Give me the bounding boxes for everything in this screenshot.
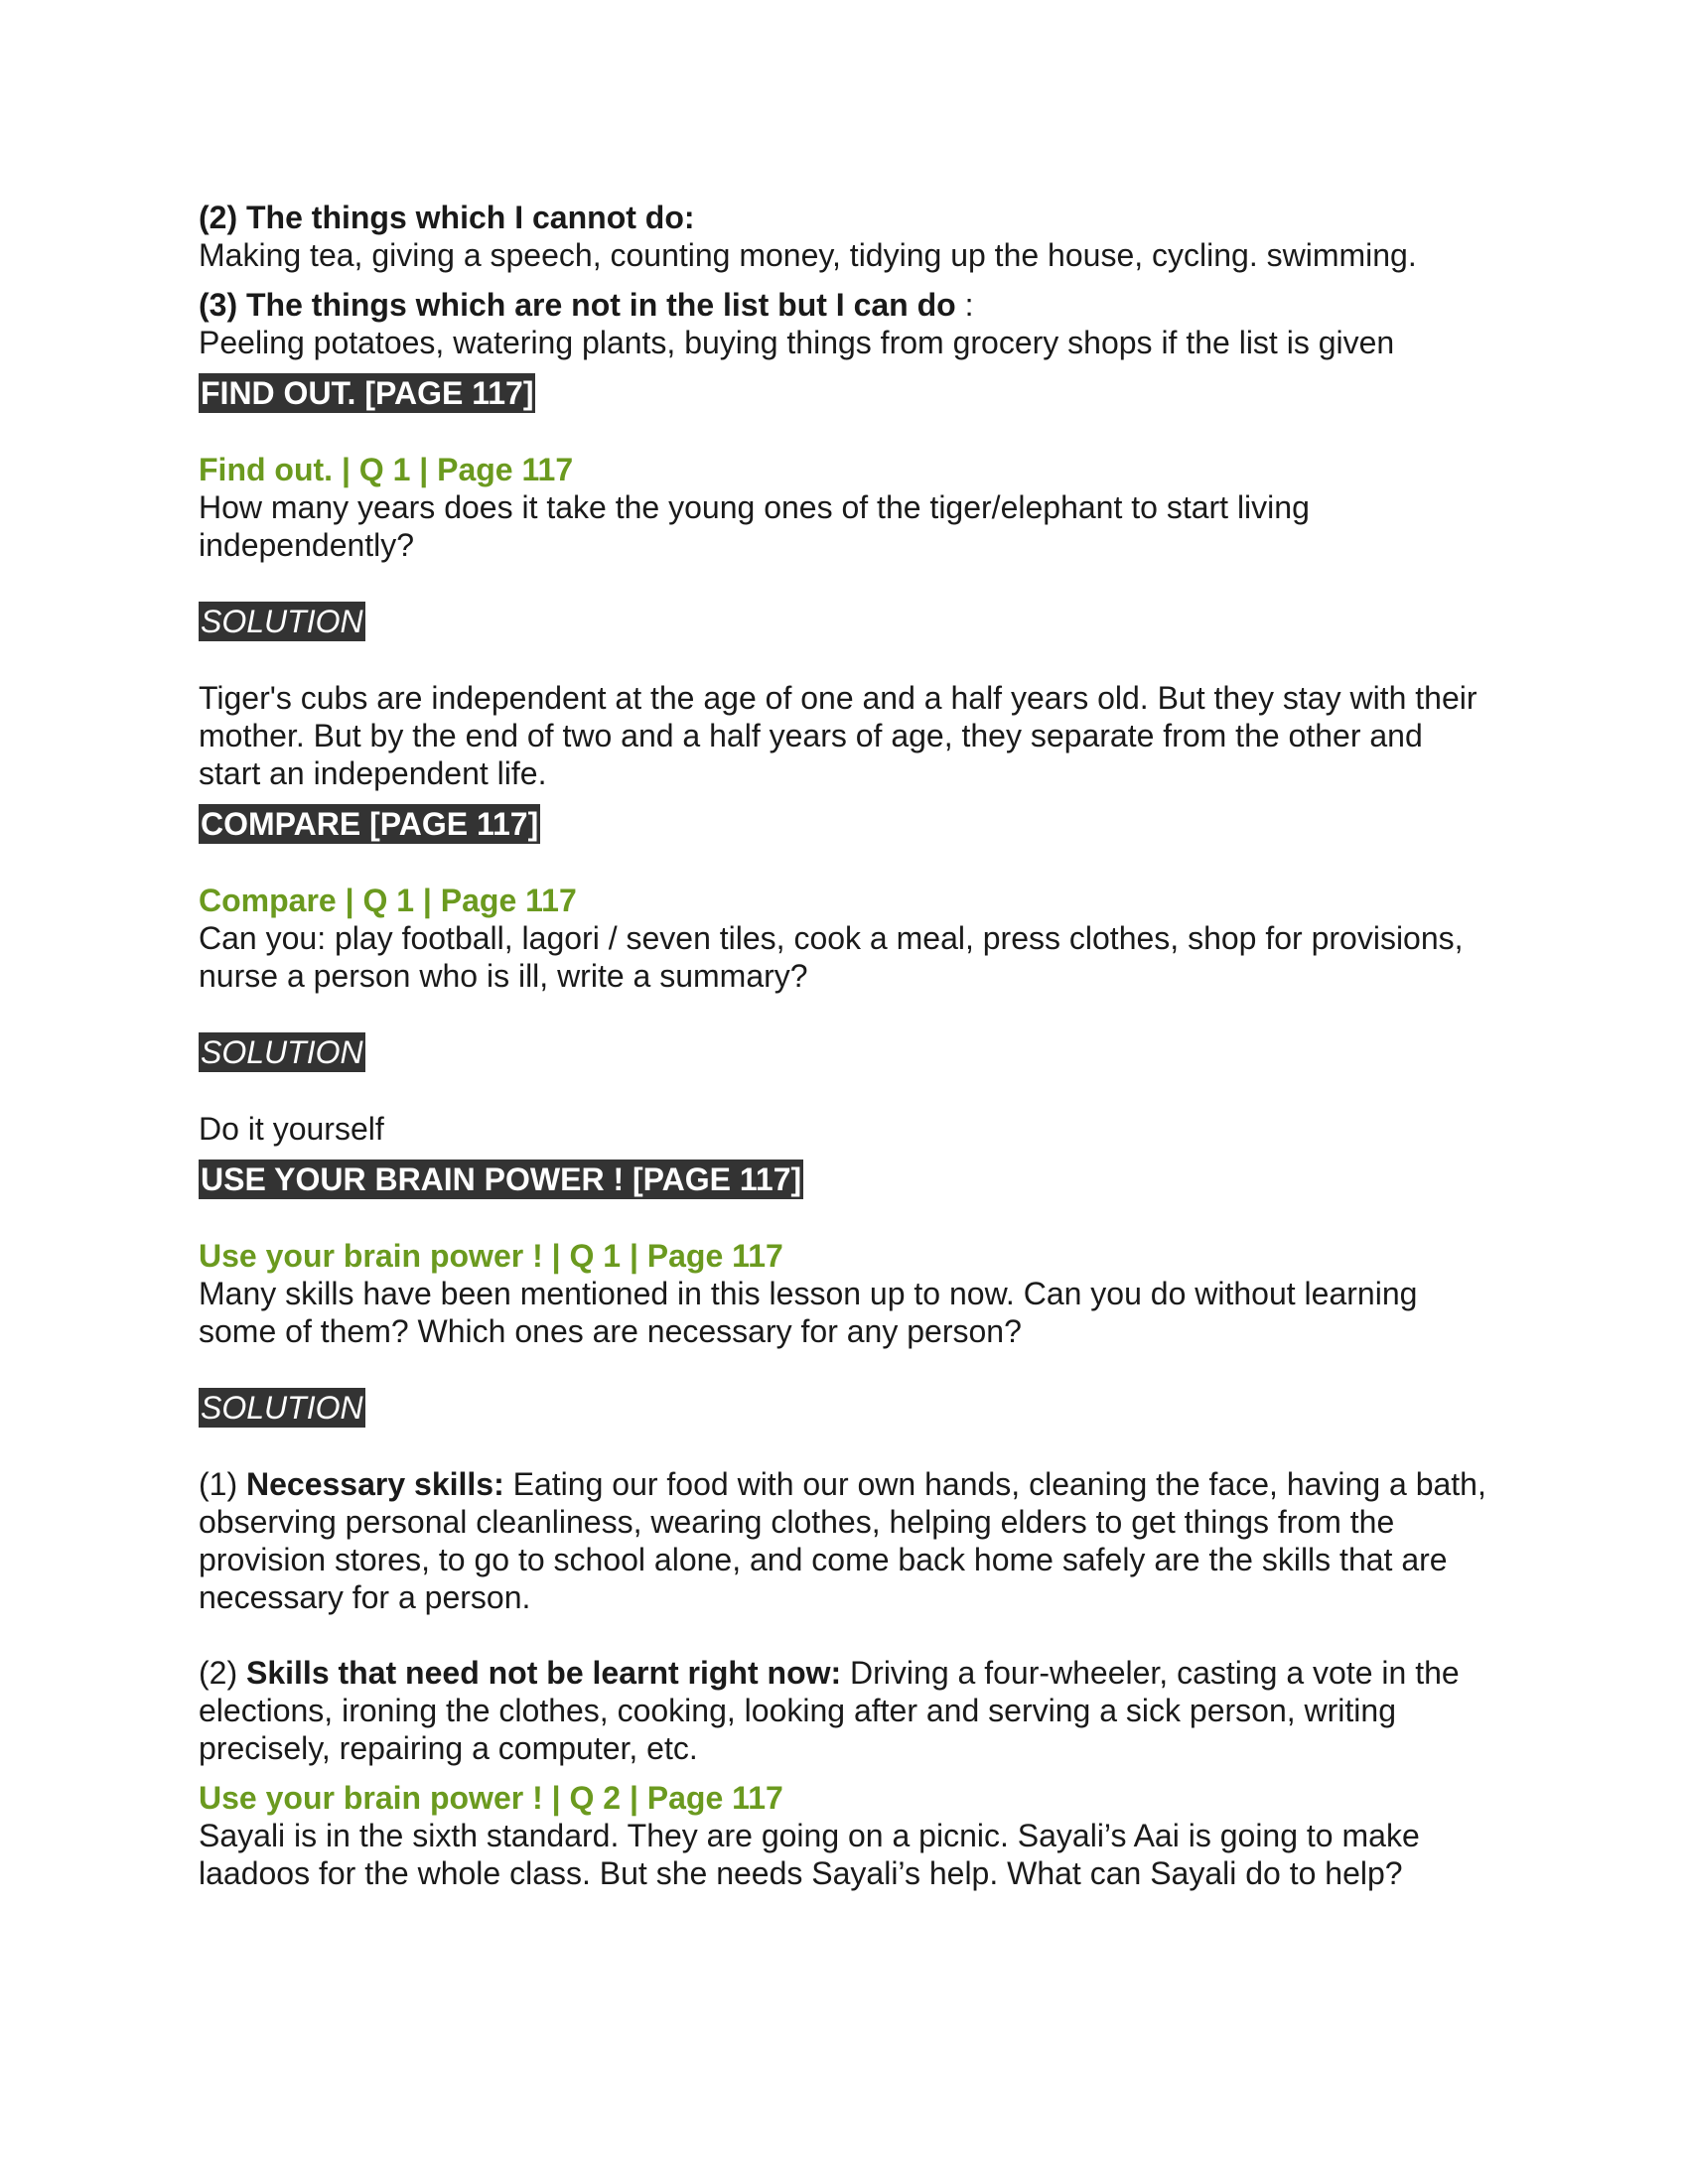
answer-2-number: (2): [199, 1655, 246, 1691]
answer-1-label: Necessary skills:: [246, 1466, 504, 1502]
can-do-text: Peeling potatoes, watering plants, buying things from grocery shops if the list is given: [199, 325, 1395, 360]
brain-power-q1-answer-1: [199, 1465, 1489, 1616]
compare-q1-solution-label: SOLUTION: [201, 1034, 363, 1070]
find-out-banner: FIND OUT. [PAGE 117]: [201, 375, 534, 411]
answer-2-text: Driving a four-wheeler, casting a vote in the elections, ironing the clothes, cooking, looking after and serving a sick person, writing precisely, repairing a computer, etc.: [199, 1655, 1460, 1766]
compare-banner: COMPARE [PAGE 117]: [201, 806, 539, 842]
cannot-do-text: Making tea, giving a speech, counting money, tidying up the house, cycling. swimming.: [199, 237, 1417, 273]
brain-power-q1-answer-2: [199, 1654, 1489, 1767]
answer-1-text: Eating our food with our own hands, cleaning the face, having a bath, observing personal cleanliness, wearing clothes, helping elders to get things from the provision stores, to go to school alone, and come back home safely are the skills that are necessary for a person.: [199, 1466, 1486, 1615]
find-out-q1-answer: Tiger's cubs are independent at the age of one and a half years old. But they stay with their mother. But by the end of two and a half years of age, they separate from the other and start an independent life.: [199, 680, 1477, 791]
compare-q1-question: Can you: play football, lagori / seven tiles, cook a meal, press clothes, shop for provisions, nurse a person who is ill, write a summary?: [199, 920, 1464, 994]
brain-power-banner: USE YOUR BRAIN POWER ! [PAGE 117]: [201, 1161, 802, 1197]
can-do-heading-line: [199, 286, 1489, 324]
brain-power-q2-question: Sayali is in the sixth standard. They are going on a picnic. Sayali’s Aai is going to make laadoos for the whole class. But she needs Sayali’s help. What can Sayali do to help?: [199, 1818, 1420, 1891]
find-out-q1-heading: Find out. | Q 1 | Page 117: [199, 452, 574, 487]
compare-q1-heading: Compare | Q 1 | Page 117: [199, 883, 577, 918]
answer-1-number: (1): [199, 1466, 246, 1502]
brain-power-q1-heading: Use your brain power ! | Q 1 | Page 117: [199, 1238, 783, 1274]
brain-power-q1-solution-label: SOLUTION: [201, 1390, 363, 1426]
compare-q1-answer: Do it yourself: [199, 1111, 384, 1147]
answer-2-label: Skills that need not be learnt right now:: [246, 1655, 842, 1691]
can-do-heading-colon: :: [955, 287, 974, 323]
document-page: [199, 199, 1489, 1892]
can-do-heading: (3) The things which are not in the list but I can do: [199, 287, 956, 323]
brain-power-q2-heading: Use your brain power ! | Q 2 | Page 117: [199, 1780, 783, 1816]
cannot-do-heading: (2) The things which I cannot do:: [199, 200, 695, 235]
find-out-q1-solution-label: SOLUTION: [201, 604, 363, 639]
find-out-q1-question: How many years does it take the young ones of the tiger/elephant to start living independently?: [199, 489, 1310, 563]
brain-power-q1-question: Many skills have been mentioned in this lesson up to now. Can you do without learning some of them? Which ones are necessary for any person?: [199, 1276, 1418, 1349]
